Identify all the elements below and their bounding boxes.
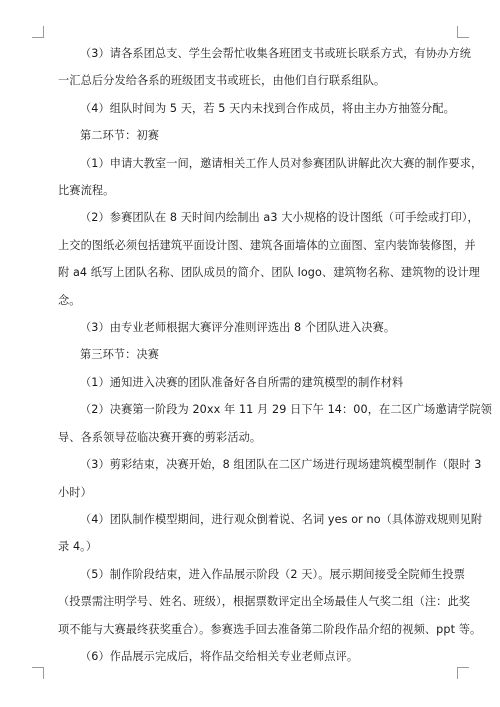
text-line: （投票需注明学号、姓名、班级），根据票数评定出全场最佳人气奖二组（注：此奖 bbox=[58, 595, 471, 609]
text-line: （1）申请大教室一间，邀请相关工作人员对参赛团队讲解此次大赛的制作要求， bbox=[80, 156, 483, 170]
text-line: 一汇总后分发给各系的班级团支书或班长，由他们自行联系组队。 bbox=[58, 74, 386, 88]
text-line: （3）剪彩结束，决赛开始，8 组团队在二区广场进行现场建筑模型制作（限时 3 bbox=[80, 458, 482, 472]
document-body bbox=[58, 40, 492, 670]
text-line: （4）组队时间为 5 天，若 5 天内未找到合作成员，将由主办方抽签分配。 bbox=[80, 101, 455, 115]
text-line: 录 4。） bbox=[58, 540, 98, 554]
paragraph-stage3 bbox=[58, 341, 452, 368]
crop-mark-bottom-right bbox=[457, 667, 469, 679]
paragraph-s3p3 bbox=[58, 451, 482, 506]
paragraph-s3p2 bbox=[58, 396, 492, 451]
paragraph-s3p4 bbox=[58, 506, 483, 561]
text-line: （3）由专业老师根据大赛评分准则评选出 8 个团队进入决赛。 bbox=[80, 321, 396, 335]
paragraph-p3 bbox=[58, 40, 471, 95]
text-line: 第三环节：决赛 bbox=[80, 348, 160, 362]
crop-mark-top-right bbox=[457, 26, 469, 38]
text-line: 比赛流程。 bbox=[58, 184, 115, 198]
paragraph-s3p6 bbox=[58, 643, 452, 670]
paragraph-s3p1 bbox=[58, 369, 452, 396]
text-line: （2）参赛团队在 8 天时间内绘制出 a3 大小规格的设计图纸（可手绘或打印）， bbox=[80, 211, 479, 225]
text-line: （2）决赛第一阶段为 20xx 年 11 月 29 日下午 14：00，在二区广场邀请学院领 bbox=[80, 403, 492, 417]
text-line: 导、各系领导莅临决赛开赛的剪彩活动。 bbox=[58, 430, 262, 444]
text-line: 附 a4 纸写上团队名称、团队成员的简介、团队 logo、建筑物名称、建筑物的设计理 bbox=[58, 266, 480, 280]
text-line: （4）团队制作模型期间，进行观众倒着说、名词 yes or no（具体游戏规则见附 bbox=[80, 512, 483, 526]
text-line: （5）制作阶段结束，进入作品展示阶段（2 天）。展示期间接受全院师生投票 bbox=[80, 567, 465, 581]
crop-mark-bottom-left bbox=[32, 667, 44, 679]
paragraph-s2p3 bbox=[58, 314, 452, 341]
paragraph-s2p2 bbox=[58, 204, 480, 314]
crop-mark-top-left bbox=[32, 26, 44, 38]
paragraph-p4 bbox=[58, 95, 455, 122]
paragraph-stage2 bbox=[58, 122, 452, 149]
text-line: （6）作品展示完成后，将作品交给相关专业老师点评。 bbox=[80, 649, 359, 663]
text-line: （3）请各系团总支、学生会帮忙收集各班团支书或班长联系方式，有协办方统 bbox=[80, 47, 471, 60]
paragraph-s3p5 bbox=[58, 561, 482, 643]
text-line: 小时） bbox=[58, 485, 92, 499]
paragraph-s2p1 bbox=[58, 150, 483, 205]
text-line: 上交的图纸必须包括建筑平面设计图、建筑各面墙体的立面图、室内装饰装修图，并 bbox=[58, 238, 476, 252]
text-line: 项不能与大赛最终获奖重合）。参赛选手回去准备第二阶段作品介绍的视频、ppt 等。 bbox=[58, 622, 482, 636]
text-line: 念。 bbox=[58, 293, 81, 307]
text-line: （1）通知进入决赛的团队准备好各自所需的建筑模型的制作材料 bbox=[80, 375, 404, 389]
text-line: 第二环节：初赛 bbox=[80, 129, 160, 143]
